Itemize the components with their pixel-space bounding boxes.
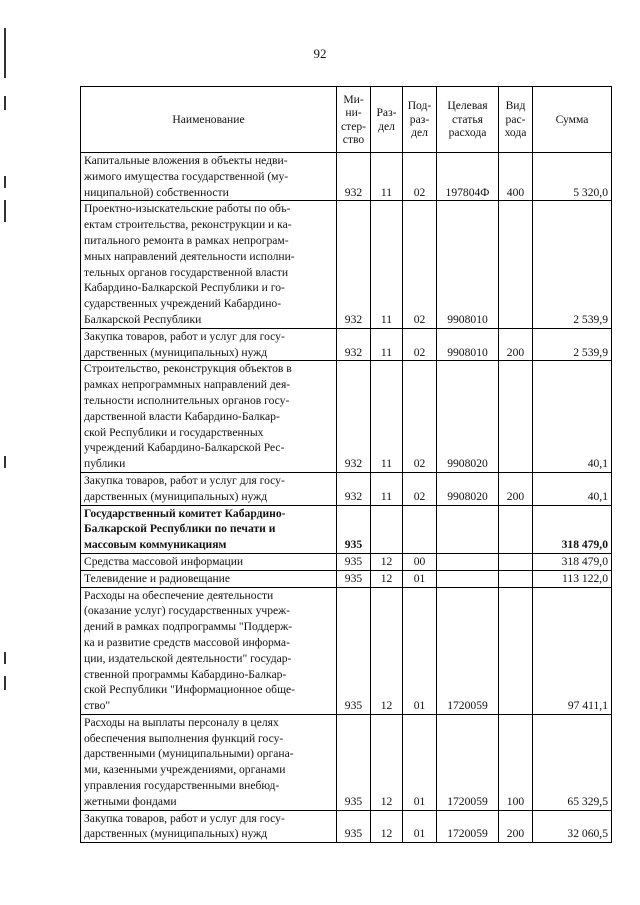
cell-name xyxy=(81,553,337,570)
cell-target-text: 1720059 xyxy=(447,794,488,808)
table-row xyxy=(81,714,612,810)
cell-section-text: 11 xyxy=(380,489,393,503)
table-row xyxy=(81,361,612,473)
cell-sum xyxy=(533,153,612,201)
margin-mark xyxy=(4,676,6,690)
cell-name xyxy=(81,570,337,587)
table-header-row xyxy=(81,87,612,153)
cell-name xyxy=(81,153,337,201)
cell-section xyxy=(371,570,403,587)
cell-name-text: Капитальные вложения в объекты недви- жимого имущества государственной (му- ниципальной) собственности xyxy=(84,154,289,199)
cell-type-text: 100 xyxy=(506,794,525,808)
cell-ministry xyxy=(337,587,371,714)
cell-sum-text: 318 479,0 xyxy=(561,538,608,552)
cell-sum xyxy=(533,570,612,587)
cell-subsection xyxy=(403,714,437,810)
cell-type xyxy=(499,153,533,201)
cell-section xyxy=(371,328,403,361)
cell-sum-text: 2 539,9 xyxy=(573,312,608,326)
margin-mark xyxy=(4,200,6,222)
page-number: 92 xyxy=(313,46,327,61)
cell-type xyxy=(499,714,533,810)
cell-section-text: 12 xyxy=(380,827,393,841)
cell-target-text: 9908020 xyxy=(447,489,488,503)
cell-subsection-text: 02 xyxy=(413,312,426,326)
cell-sum-text: 32 060,5 xyxy=(567,827,608,841)
cell-ministry-text: 932 xyxy=(344,185,363,199)
cell-ministry-text: 932 xyxy=(344,489,363,503)
cell-target-text: 197804Ф xyxy=(445,185,490,199)
cell-subsection xyxy=(403,505,437,553)
margin-mark xyxy=(4,176,6,188)
cell-name-text: Закупка товаров, работ и услуг для госу- дарственных (муниципальных) нужд xyxy=(84,811,285,841)
header-section xyxy=(371,87,403,153)
cell-name-text: Проектно-изыскательские работы по объ- ектам строительства, реконструкции и ка- питального ремонта в рамках непрограм- мных направлений деятельности исполни- тельных органов государственной власти Кабардино-Балкарской Республики и го- сударственных учреждений Кабардино- Балкарской Республики xyxy=(84,202,295,326)
header-sum xyxy=(533,87,612,153)
cell-subsection xyxy=(403,810,437,843)
cell-ministry xyxy=(337,714,371,810)
cell-ministry xyxy=(337,153,371,201)
cell-target-text: 1720059 xyxy=(447,827,488,841)
cell-type-text: 200 xyxy=(506,489,525,503)
cell-section-text: 11 xyxy=(380,312,393,326)
header-expense-type-label: Вид рас- хода xyxy=(504,99,527,140)
cell-section xyxy=(371,553,403,570)
cell-type xyxy=(499,587,533,714)
table-row xyxy=(81,505,612,553)
cell-ministry xyxy=(337,328,371,361)
header-name xyxy=(81,87,337,153)
cell-type xyxy=(499,570,533,587)
cell-name-text: Расходы на выплаты персоналу в целях обеспечения выполнения функций госу- дарственными (муниципальными) органа- ми, казенными учреждениями, органами управления государственными внебюд- жетными фондами xyxy=(84,715,294,808)
cell-name xyxy=(81,472,337,505)
cell-target-text: 9908010 xyxy=(447,345,488,359)
table-row xyxy=(81,153,612,201)
cell-sum xyxy=(533,505,612,553)
cell-section-text: 12 xyxy=(380,699,393,713)
cell-section xyxy=(371,201,403,328)
header-expense-type xyxy=(499,87,533,153)
cell-ministry-text: 935 xyxy=(344,699,363,713)
cell-sum xyxy=(533,361,612,473)
cell-ministry-text: 932 xyxy=(344,457,363,471)
cell-sum-text: 318 479,0 xyxy=(561,554,608,568)
cell-name xyxy=(81,810,337,843)
margin-mark xyxy=(4,456,6,468)
cell-subsection xyxy=(403,570,437,587)
header-sum-label: Сумма xyxy=(555,112,589,126)
cell-subsection-text: 01 xyxy=(413,571,426,585)
cell-section-text: 11 xyxy=(380,185,393,199)
cell-type xyxy=(499,553,533,570)
cell-section xyxy=(371,472,403,505)
cell-sum xyxy=(533,810,612,843)
cell-subsection-text: 02 xyxy=(413,345,426,359)
cell-section xyxy=(371,153,403,201)
cell-sum-text: 40,1 xyxy=(587,489,608,503)
table-row xyxy=(81,587,612,714)
header-subsection xyxy=(403,87,437,153)
cell-subsection xyxy=(403,328,437,361)
cell-subsection-text: 02 xyxy=(413,457,426,471)
cell-type xyxy=(499,472,533,505)
cell-section xyxy=(371,587,403,714)
cell-name xyxy=(81,714,337,810)
cell-name xyxy=(81,201,337,328)
cell-name-text: Закупка товаров, работ и услуг для госу- дарственных (муниципальных) нужд xyxy=(84,473,285,503)
cell-type xyxy=(499,328,533,361)
cell-sum-text: 97 411,1 xyxy=(567,699,608,713)
cell-subsection xyxy=(403,153,437,201)
cell-section xyxy=(371,714,403,810)
cell-ministry-text: 935 xyxy=(344,571,363,585)
cell-ministry-text: 932 xyxy=(344,345,363,359)
table-row xyxy=(81,201,612,328)
cell-subsection-text: 02 xyxy=(413,185,426,199)
cell-subsection xyxy=(403,201,437,328)
cell-ministry xyxy=(337,361,371,473)
cell-name xyxy=(81,505,337,553)
cell-ministry-text: 935 xyxy=(344,554,363,568)
cell-sum xyxy=(533,714,612,810)
cell-ministry xyxy=(337,201,371,328)
cell-name-text: Государственный комитет Кабардино- Балкарской Республики по печати и массовым коммуникациям xyxy=(84,506,286,552)
cell-sum-text: 65 329,5 xyxy=(567,794,608,808)
cell-target xyxy=(437,472,499,505)
cell-target xyxy=(437,810,499,843)
cell-sum xyxy=(533,201,612,328)
cell-sum xyxy=(533,587,612,714)
header-subsection-label: Под- раз- дел xyxy=(407,99,432,140)
cell-section xyxy=(371,810,403,843)
cell-name-text: Расходы на обеспечение деятельности (оказание услуг) государственных учреж- дений в рамках подпрограммы "Поддерж- ка и развитие средств массовой информа- ции, издательской деятельности" государ- ственной программы Кабардино-Балкар- ской Республики "Информационное обще- ство" xyxy=(84,588,296,713)
cell-sum-text: 2 539,9 xyxy=(573,345,608,359)
cell-type-text: 200 xyxy=(506,827,525,841)
cell-ministry xyxy=(337,553,371,570)
cell-subsection-text: 01 xyxy=(413,827,426,841)
table-row xyxy=(81,553,612,570)
cell-type xyxy=(499,810,533,843)
header-name-label: Наименование xyxy=(172,112,245,126)
header-ministry xyxy=(337,87,371,153)
cell-target-text: 1720059 xyxy=(447,699,488,713)
cell-subsection-text: 01 xyxy=(413,794,426,808)
cell-ministry-text: 932 xyxy=(344,312,363,326)
cell-type-text: 400 xyxy=(506,185,525,199)
header-target-article-label: Целевая статья расхода xyxy=(447,99,488,140)
budget-table-body xyxy=(81,153,612,843)
cell-subsection xyxy=(403,472,437,505)
cell-subsection xyxy=(403,553,437,570)
cell-ministry-text: 935 xyxy=(344,538,363,552)
cell-subsection-text: 01 xyxy=(413,699,426,713)
table-row xyxy=(81,472,612,505)
cell-subsection-text: 02 xyxy=(413,489,426,503)
cell-ministry xyxy=(337,570,371,587)
table-row xyxy=(81,570,612,587)
cell-name-text: Строительство, реконструкция объектов в рамках непрограммных направлений дея- тельности исполнительных органов госу- дарственной власти Кабардино-Балкар- ской Республики и государственных учреждений Кабардино-Балкарской Рес- публики xyxy=(84,362,292,471)
cell-ministry xyxy=(337,472,371,505)
margin-mark xyxy=(4,96,6,110)
cell-sum xyxy=(533,328,612,361)
cell-section-text: 12 xyxy=(380,794,393,808)
cell-subsection-text: 00 xyxy=(413,554,426,568)
cell-target xyxy=(437,587,499,714)
cell-type-text: 200 xyxy=(506,345,525,359)
cell-target xyxy=(437,570,499,587)
cell-type xyxy=(499,505,533,553)
cell-sum xyxy=(533,553,612,570)
cell-target xyxy=(437,714,499,810)
cell-name xyxy=(81,328,337,361)
cell-ministry xyxy=(337,810,371,843)
cell-subsection xyxy=(403,361,437,473)
cell-ministry-text: 935 xyxy=(344,827,363,841)
cell-name-text: Закупка товаров, работ и услуг для госу- дарственных (муниципальных) нужд xyxy=(84,329,285,359)
cell-subsection xyxy=(403,587,437,714)
cell-type xyxy=(499,361,533,473)
table-row xyxy=(81,328,612,361)
cell-type xyxy=(499,201,533,328)
header-target-article xyxy=(437,87,499,153)
margin-mark xyxy=(4,652,6,664)
cell-target xyxy=(437,201,499,328)
cell-ministry xyxy=(337,505,371,553)
cell-target xyxy=(437,553,499,570)
cell-name xyxy=(81,361,337,473)
cell-section xyxy=(371,361,403,473)
cell-sum xyxy=(533,472,612,505)
cell-target xyxy=(437,153,499,201)
cell-name xyxy=(81,587,337,714)
cell-section xyxy=(371,505,403,553)
cell-target xyxy=(437,361,499,473)
header-section-label: Раз- дел xyxy=(376,106,397,133)
cell-section-text: 11 xyxy=(380,457,393,471)
cell-target-text: 9908010 xyxy=(447,312,488,326)
cell-target-text: 9908020 xyxy=(447,457,488,471)
cell-sum-text: 40,1 xyxy=(587,457,608,471)
cell-section-text: 11 xyxy=(380,345,393,359)
cell-target xyxy=(437,505,499,553)
table-row xyxy=(81,810,612,843)
cell-ministry-text: 935 xyxy=(344,794,363,808)
cell-target xyxy=(437,328,499,361)
header-ministry-label: Ми- ни- стер- ство xyxy=(340,92,367,146)
cell-sum-text: 5 320,0 xyxy=(573,185,608,199)
cell-sum-text: 113 122,0 xyxy=(562,571,608,585)
cell-section-text: 12 xyxy=(380,554,393,568)
budget-table xyxy=(80,86,612,843)
cell-name-text: Телевидение и радиовещание xyxy=(84,571,231,585)
cell-section-text: 12 xyxy=(380,571,393,585)
cell-name-text: Средства массовой информации xyxy=(84,554,244,568)
